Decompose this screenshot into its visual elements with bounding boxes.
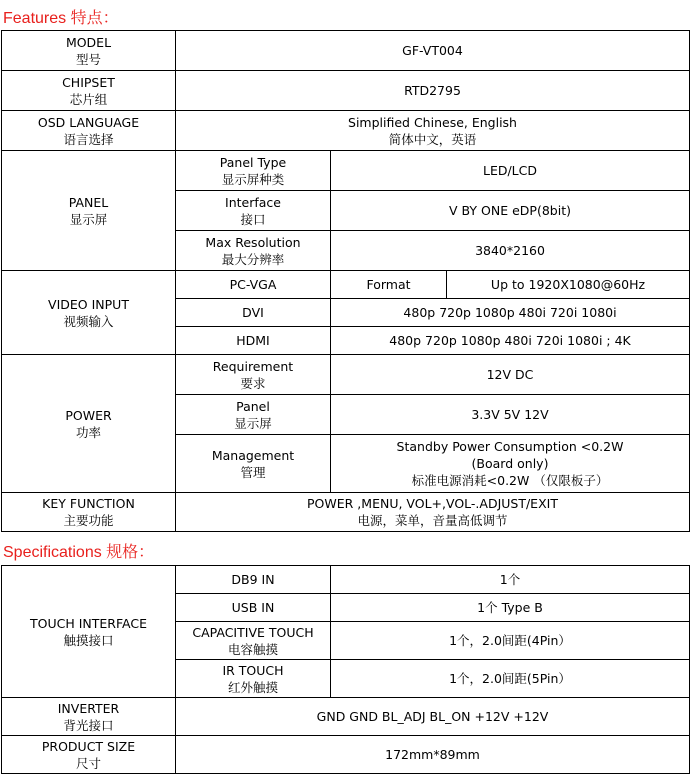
dvi-value: 480p 720p 1080p 480i 720i 1080i — [331, 299, 690, 327]
touch-interface-label: TOUCH INTERFACE 触摸接口 — [2, 566, 176, 698]
features-table — [1, 30, 690, 532]
table-row — [2, 271, 690, 299]
usb-label: USB IN — [176, 594, 331, 622]
ir-touch-value: 1个，2.0间距(5Pin） — [331, 660, 690, 698]
capacitive-touch-label: CAPACITIVE TOUCH 电容触摸 — [176, 622, 331, 660]
panel-type-label: Panel Type 显示屏种类 — [176, 151, 331, 191]
table-row — [2, 111, 690, 151]
osd-label: OSD LANGUAGE 语言选择 — [2, 111, 176, 151]
management-value: Standby Power Consumption <0.2W (Board only) 标准电源消耗<0.2W （仅限板子） — [331, 435, 690, 493]
ir-touch-label: IR TOUCH 红外触摸 — [176, 660, 331, 698]
db9-label: DB9 IN — [176, 566, 331, 594]
table-row — [2, 151, 690, 191]
db9-value: 1个 — [331, 566, 690, 594]
model-label: MODEL 型号 — [2, 31, 176, 71]
pcvga-label: PC-VGA — [176, 271, 331, 299]
table-row — [2, 71, 690, 111]
dvi-label: DVI — [176, 299, 331, 327]
table-row — [2, 493, 690, 532]
management-label: Management 管理 — [176, 435, 331, 493]
hdmi-value: 480p 720p 1080p 480i 720i 1080i ; 4K — [331, 327, 690, 355]
requirement-value: 12V DC — [331, 355, 690, 395]
usb-value: 1个 Type B — [331, 594, 690, 622]
power-label: POWER 功率 — [2, 355, 176, 493]
resolution-label: Max Resolution 最大分辨率 — [176, 231, 331, 271]
requirement-label: Requirement 要求 — [176, 355, 331, 395]
table-row — [2, 736, 690, 774]
format-label: Format — [331, 271, 447, 299]
osd-value: Simplified Chinese, English 简体中文，英语 — [176, 111, 690, 151]
interface-label: Interface 接口 — [176, 191, 331, 231]
power-panel-label: Panel 显示屏 — [176, 395, 331, 435]
power-panel-value: 3.3V 5V 12V — [331, 395, 690, 435]
inverter-value: GND GND BL_ADJ BL_ON +12V +12V — [176, 698, 690, 736]
inverter-label: INVERTER 背光接口 — [2, 698, 176, 736]
resolution-value: 3840*2160 — [331, 231, 690, 271]
chipset-label: CHIPSET 芯片组 — [2, 71, 176, 111]
hdmi-label: HDMI — [176, 327, 331, 355]
specifications-heading: Specifications 规格： — [3, 544, 155, 561]
key-function-label: KEY FUNCTION 主要功能 — [2, 493, 176, 532]
panel-label: PANEL 显示屏 — [2, 151, 176, 271]
table-row — [2, 31, 690, 71]
chipset-value: RTD2795 — [176, 71, 690, 111]
product-size-label: PRODUCT SIZE 尺寸 — [2, 736, 176, 774]
interface-value: V BY ONE eDP(8bit) — [331, 191, 690, 231]
product-size-value: 172mm*89mm — [176, 736, 690, 774]
video-input-label: VIDEO INPUT 视频输入 — [2, 271, 176, 355]
key-function-value: POWER ,MENU, VOL+,VOL-.ADJUST/EXIT 电源，菜单，音量高低调节 — [176, 493, 690, 532]
capacitive-touch-value: 1个，2.0间距(4Pin） — [331, 622, 690, 660]
table-row — [2, 566, 690, 594]
features-heading: Features 特点： — [3, 10, 119, 27]
model-value: GF-VT004 — [176, 31, 690, 71]
pcvga-value: Up to 1920X1080@60Hz — [447, 271, 690, 299]
specifications-table — [1, 565, 690, 774]
table-row — [2, 698, 690, 736]
table-row — [2, 355, 690, 395]
panel-type-value: LED/LCD — [331, 151, 690, 191]
